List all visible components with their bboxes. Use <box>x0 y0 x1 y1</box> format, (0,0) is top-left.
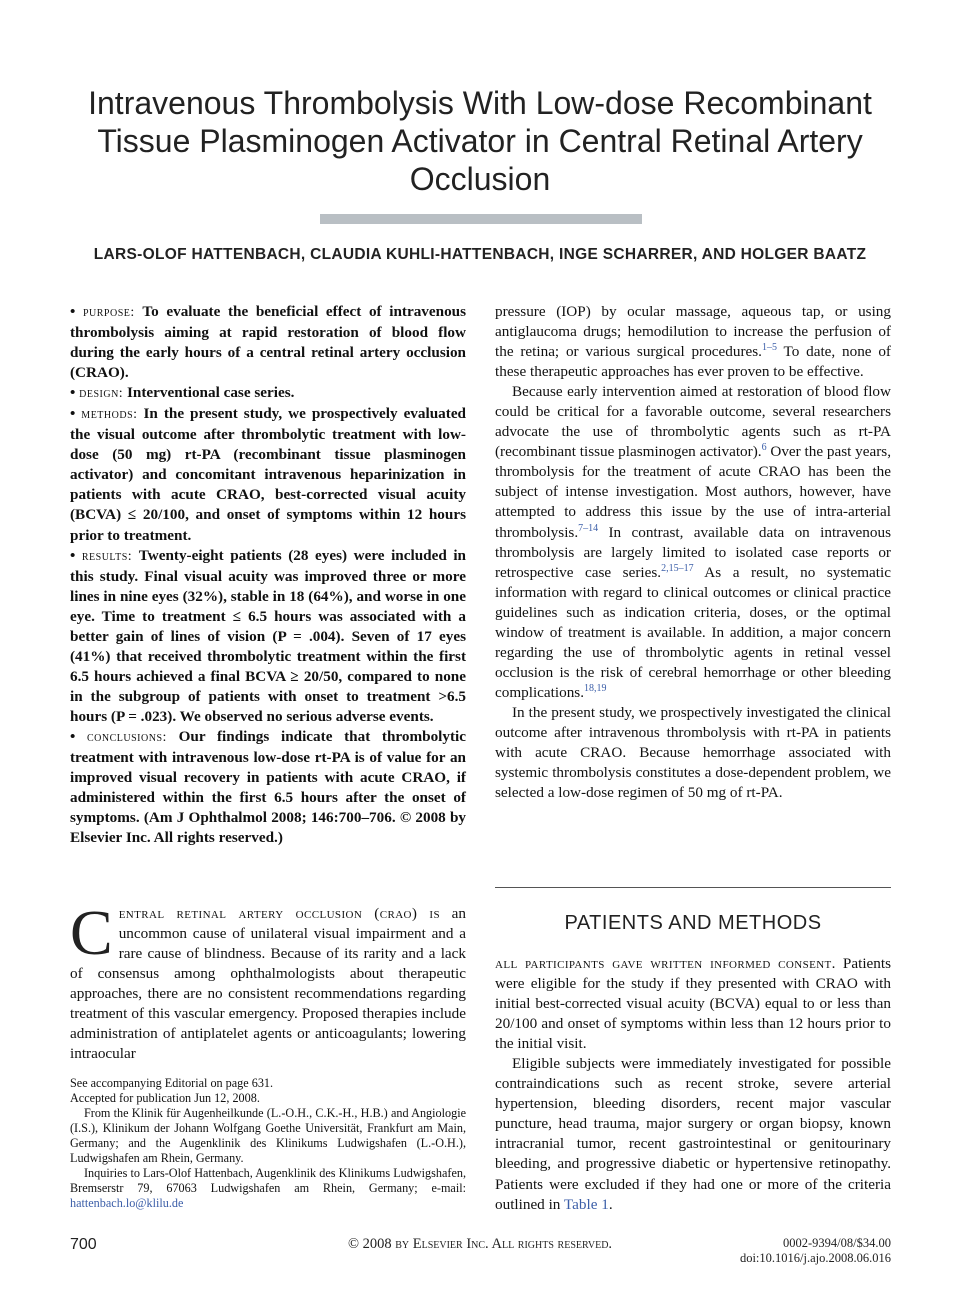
author-list: LARS-OLOF HATTENBACH, CLAUDIA KUHLI-HATTENBACH, INGE SCHARRER, AND HOLGER BAATZ <box>93 246 867 263</box>
text-run: Patients were eligible for the study if they presented with CRAO with initial best-corrected visual acuity (BCVA) equal to or less than 20/100 and onset of symptoms within less than 12 hours prior to the initial visit. <box>495 955 891 1053</box>
footnote-accepted: Accepted for publication Jun 12, 2008. <box>70 1091 260 1105</box>
text-run: pressure (IOP) by ocular massage, aqueous tap, or using antiglaucoma drugs; hemodilution to increase the perfusion of the retina; or various surgical procedures. <box>495 303 891 361</box>
introduction <box>70 897 467 1064</box>
citation-ref[interactable]: 6 <box>761 442 767 454</box>
inquiries-text: Inquiries to Lars-Olof Hattenbach, Augenklinik des Klinikums Ludwigshafen, Bremserstr 79, 67063 Ludwigshafen am Rhein, Germany; e-mail: <box>70 1166 466 1195</box>
bullet-icon: • <box>70 384 76 402</box>
conclusions-label: conclusions: <box>87 729 167 745</box>
text-run: To date, none of these therapeutic approaches has ever proven to be effective. <box>495 343 891 381</box>
footnote-affiliations: From the Klinik für Augenheilkunde (L.-O.H., C.K.-H., H.B.) and Angiologie (I.S.), Klinikum der Johann Wolfgang Goethe Universität, Frankfurt am Main, Germany; and the Augenklinik des Klinikums Ludwigshafen (L.-O.H.), Ludwigshafen am Rhein, Germany. <box>70 1106 466 1165</box>
copyright-line: © 2008 by Elsevier Inc. All rights reserved. <box>347 1236 613 1252</box>
table-link[interactable]: Table 1 <box>563 1195 609 1213</box>
abstract-conclusions <box>70 727 466 848</box>
citation: (Am J Ophthalmol 2008; 146:700–706. © 2008 by Elsevier Inc. All rights reserved.) <box>70 809 466 847</box>
design-label: design: <box>79 386 124 402</box>
bullet-icon: • <box>70 303 76 320</box>
paragraph <box>495 954 891 1054</box>
paragraph <box>495 1054 891 1214</box>
drop-cap: C <box>70 897 113 968</box>
footnote-editorial: See accompanying Editorial on page 631. <box>70 1076 274 1090</box>
section-divider <box>495 887 891 888</box>
citation-ref[interactable]: 1–5 <box>761 342 777 354</box>
abstract <box>70 302 466 848</box>
bullet-icon: • <box>70 405 76 423</box>
text-run: Over the past years, thrombolysis for the treatment of acute CRAO has been the subject of intense investigation. Most authors, however, have attempted to address this issue by the use of intra-arterial thrombolysis. <box>495 443 891 541</box>
bullet-icon: • <box>70 727 76 745</box>
citation-ref[interactable]: 7–14 <box>578 522 599 534</box>
purpose-text: To evaluate the beneficial effect of intravenous thrombolysis aiming at rapid restoration of blood flow during the early hours of a central retinal artery occlusion (CRAO). <box>70 303 467 382</box>
abstract-results <box>70 546 466 727</box>
design-text: Interventional case series. <box>126 384 295 402</box>
abstract-purpose <box>70 302 466 383</box>
text-run: Eligible subjects were immediately investigated for possible contraindications such as recent stroke, severe arterial hypertension, bleeding disorders, recent major vascular puncture, head trauma, major surgery or organ biopsy, known intracranial tumor, recent gastrointestinal or genitourinary bleeding, and progressive diabetic or hypertensive retinopathy. Patients were excluded if they had one or more of the criteria outlined in <box>495 1055 891 1213</box>
article-title: Intravenous Thrombolysis With Low-dose Recombinant Tissue Plasminogen Activator in Central Retinal Artery Occlusion <box>88 85 872 197</box>
results-text: Twenty-eight patients (28 eyes) were included in this study. Final visual acuity was improved three or more lines in nine eyes (32%), stable in 18 (64%), and worse in one eye. Time to treatment ≤ 6.5 hours was associated with a better gain of lines of vision (P = .004). Seven of 17 eyes (41%) that received thrombolytic treatment within the first 6.5 hours achieved a final BCVA ≥ 20/50, compared to none in the subgroup of patients with onset to treatment >6.5 hours (P = .023). We observed no serious adverse events. <box>70 546 466 725</box>
methods-text: In the present study, we prospectively evaluated the visual outcome after thrombolytic treatment with low-dose (50 mg) rt-PA (recombinant tissue plasminogen activator) and concomitant intravenous heparinization in patients with acute CRAO, best-corrected visual acuity (BCVA) ≤ 20/100, and onset of symptoms within 12 hours prior to treatment. <box>70 405 467 544</box>
section-heading: PATIENTS AND METHODS <box>564 912 822 934</box>
paragraph <box>495 302 891 382</box>
bullet-icon: • <box>70 546 76 564</box>
abstract-design <box>70 383 466 404</box>
intro-text: an uncommon cause of unilateral visual impairment and a rare cause of blindness. Because of its rarity and a lack of consensus among ophthalmologists about therapeutic approaches, there are no consistent recommendations regarding treatment of this vascular emergency. Proposed therapies include administration of antiplatelet agents or anticoagulants; lowering intraocular <box>70 905 467 1063</box>
footnote-inquiries <box>70 1166 466 1211</box>
doi: doi:10.1016/j.ajo.2008.06.016 <box>739 1251 891 1265</box>
paragraph: In the present study, we prospectively investigated the clinical outcome after intravenous thrombolysis with rt-PA in patients with acute CRAO. Because hemorrhage associated with systemic thrombolysis constitutes a dose-dependent problem, we selected a low-dose regimen of 50 mg of rt-PA. <box>495 703 891 802</box>
intro-lead: entral retinal artery occlusion (crao) is <box>118 905 440 922</box>
abstract-methods <box>70 404 466 545</box>
text-run: . <box>608 1195 613 1213</box>
methods-label: methods: <box>81 407 138 423</box>
text-run: In contrast, available data on intravenous thrombolysis are largely limited to isolated case reports or retrospective case series. <box>495 523 891 581</box>
issn: 0002-9394/08/$34.00 <box>783 1236 891 1250</box>
citation-ref[interactable]: 18,19 <box>584 682 607 694</box>
email-link[interactable]: hattenbach.lo@klilu.de <box>70 1196 184 1210</box>
conclusions-text: Our findings indicate that thrombolytic treatment with intravenous low-dose rt-PA is of value for an improved visual recovery in patients with acute CRAO, if administered within the first 6.5 hours after the onset of symptoms. <box>70 727 467 827</box>
paragraph <box>495 382 891 703</box>
page-number: 700 <box>70 1236 97 1253</box>
purpose-label: purpose: <box>82 305 135 320</box>
text-run: Because early intervention aimed at restoration of blood flow could be critical for a favorable outcome, several researchers advocate the use of thrombolytic agents such as rt-PA (recombinant tissue plasminogen activator). <box>495 383 891 461</box>
footnotes <box>70 1076 466 1211</box>
methods-body <box>495 954 891 1215</box>
right-column-body <box>495 302 891 803</box>
article-identifiers <box>680 1236 891 1266</box>
methods-lead: all participants gave written informed consent. <box>495 955 836 972</box>
text-run: As a result, no systematic information with regard to clinical outcomes or clinical practice guidelines such as indication criteria, doses, or the optimal window of treatment is available. In addition, a major concern regarding the use of thrombolytic agents in retinal vessel occlusion is the risk of cerebral hemorrhage or other bleeding complications. <box>495 563 891 701</box>
citation-ref[interactable]: 2,15–17 <box>661 562 694 574</box>
title-divider <box>320 214 642 224</box>
results-label: results: <box>81 548 133 564</box>
